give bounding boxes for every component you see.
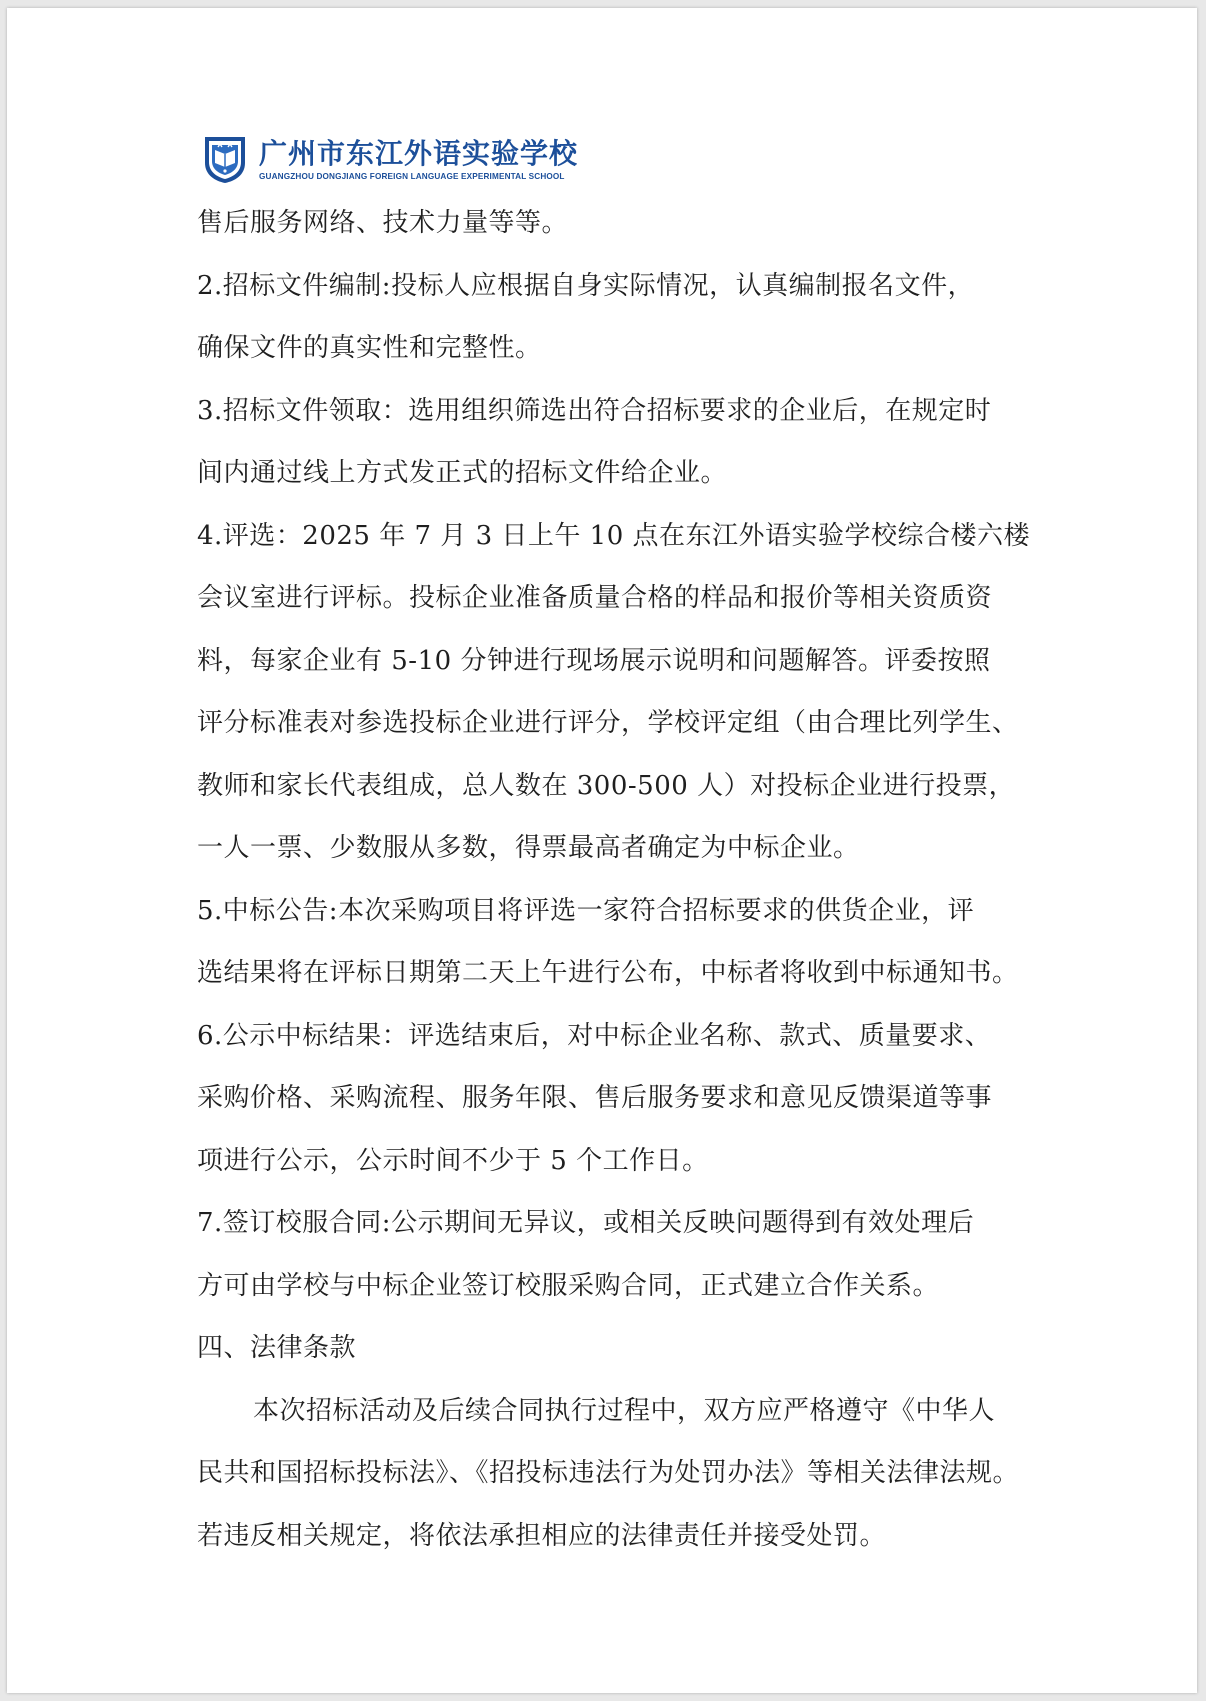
text-line: 售后服务网络、技术力量等等。 (197, 208, 569, 238)
letterhead (199, 128, 578, 190)
text-line: 民共和国招标投标法》、《招投标违法行为处罚办法》等相关法律法规。 (197, 1458, 1020, 1488)
text-line: 评分标准表对参选投标企业进行评分，学校评定组（由合理比列学生、 (197, 708, 1019, 738)
text-line: 料，每家企业有 5-10 分钟进行现场展示说明和问题解答。评委按照 (197, 645, 991, 676)
section-heading: 四、法律条款 (197, 1333, 357, 1363)
text-line: 3.招标文件领取：选用组织筛选出符合招标要求的企业后，在规定时 (197, 395, 992, 426)
text-line: 间内通过线上方式发正式的招标文件给企业。 (197, 458, 728, 488)
text-line: 会议室进行评标。投标企业准备质量合格的样品和报价等相关资质资 (197, 583, 993, 613)
text-line: 方可由学校与中标企业签订校服采购合同，正式建立合作关系。 (197, 1270, 940, 1301)
document-body (197, 192, 1057, 1567)
text-line: 4.评选：2025 年 7 月 3 日上午 10 点在东江外语实验学校综合楼六楼 (197, 520, 1030, 551)
school-crest-icon (199, 133, 251, 185)
text-line: 2.招标文件编制:投标人应根据自身实际情况，认真编制报名文件， (197, 270, 975, 301)
school-name-cn: 广州市东江外语实验学校 (259, 136, 579, 170)
text-line: 教师和家长代表组成，总人数在 300-500 人）对投标企业进行投票， (197, 770, 1016, 801)
text-line: 若违反相关规定，将依法承担相应的法律责任并接受处罚。 (197, 1520, 887, 1551)
text-line: 7.签订校服合同:公示期间无异议，或相关反映问题得到有效处理后 (197, 1208, 975, 1238)
document-page (7, 8, 1197, 1693)
text-line: 采购价格、采购流程、服务年限、售后服务要求和意见反馈渠道等事 (197, 1083, 993, 1113)
text-line: 选结果将在评标日期第二天上午进行公布，中标者将收到中标通知书。 (197, 958, 1019, 988)
text-line: 5.中标公告:本次采购项目将评选一家符合招标要求的供货企业，评 (197, 895, 975, 926)
text-line: 一人一票、少数服从多数，得票最高者确定为中标企业。 (197, 833, 860, 863)
text-line: 6.公示中标结果：评选结束后，对中标企业名称、款式、质量要求、 (197, 1020, 992, 1051)
school-name-en: GUANGZHOU DONGJIANG FOREIGN LANGUAGE EXPERIMENTAL SCHOOL (259, 171, 565, 181)
text-line: 确保文件的真实性和完整性。 (197, 333, 542, 363)
text-line: 项进行公示，公示时间不少于 5 个工作日。 (197, 1145, 709, 1176)
text-line: 本次招标活动及后续合同执行过程中，双方应严格遵守《中华人 (253, 1395, 996, 1426)
